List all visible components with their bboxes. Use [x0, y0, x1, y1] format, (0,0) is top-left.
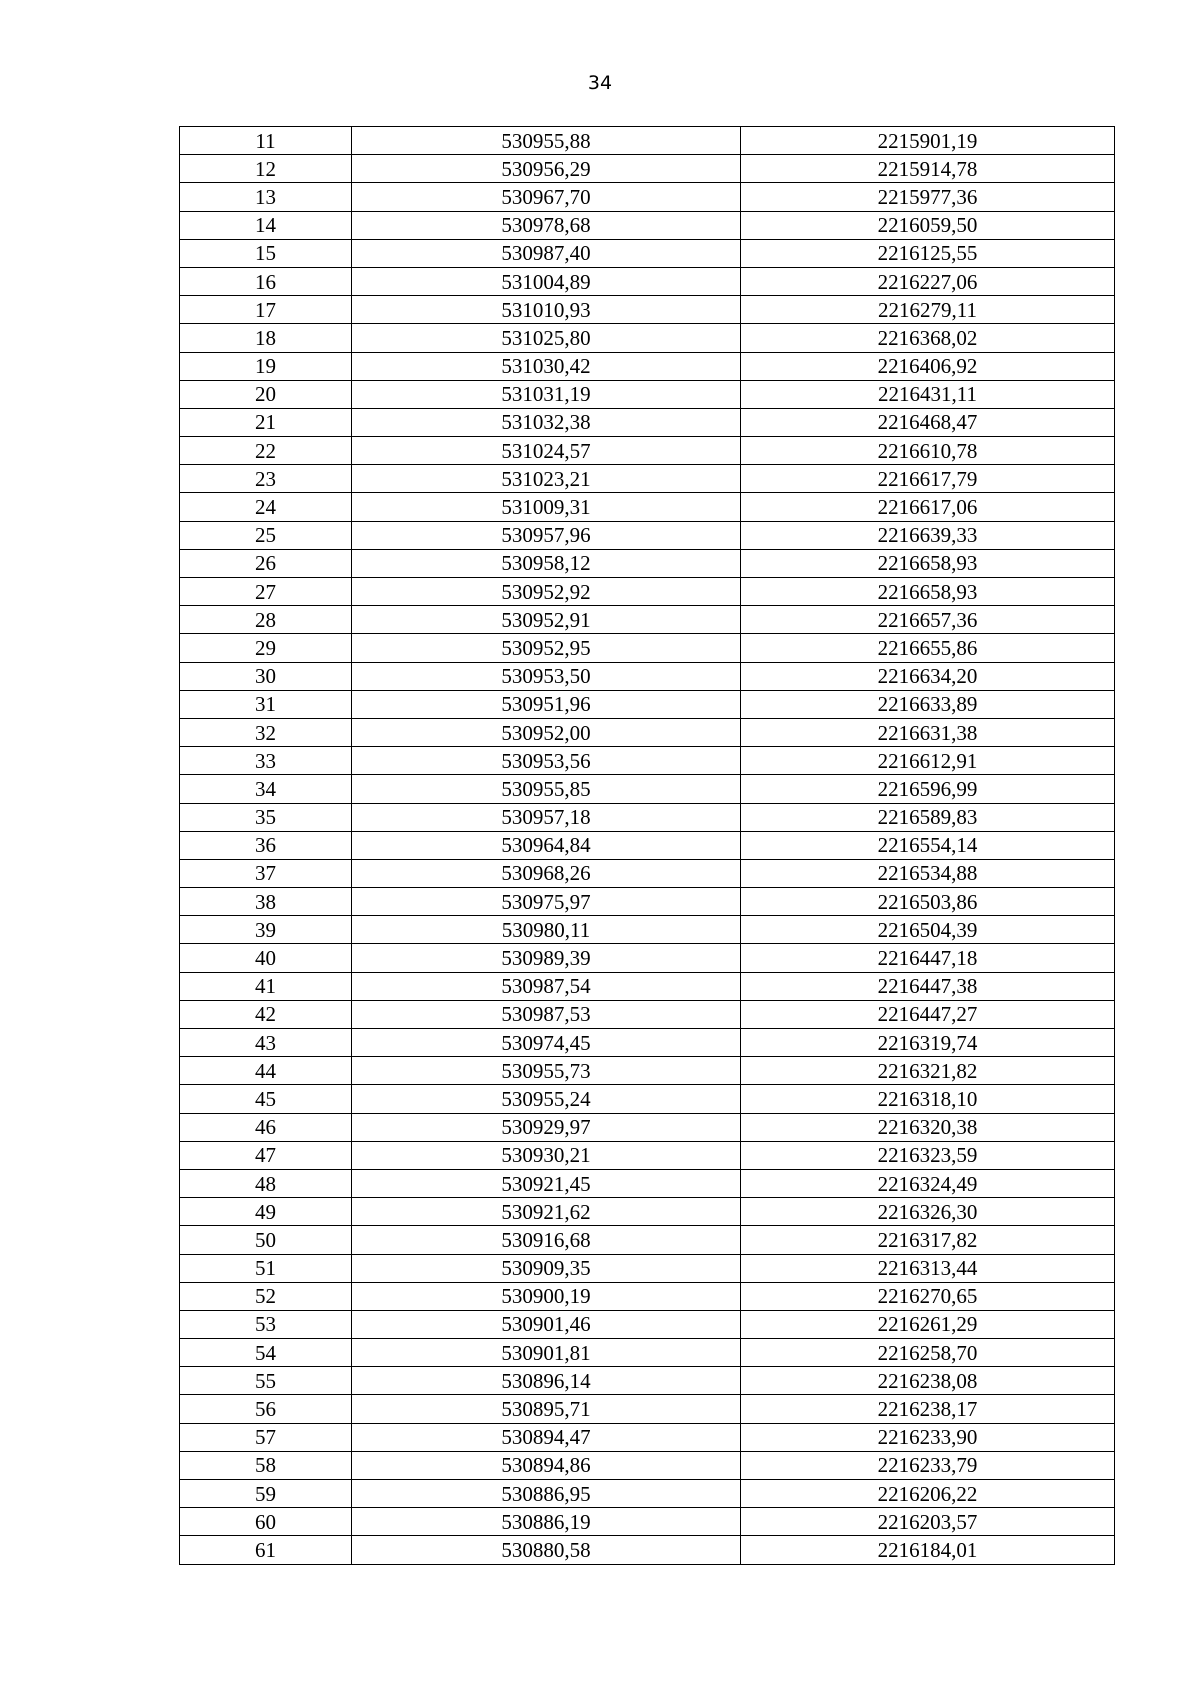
point-number-cell: 35 — [180, 803, 352, 831]
point-number-cell: 25 — [180, 521, 352, 549]
point-number-cell: 40 — [180, 944, 352, 972]
y-coordinate-cell: 2216406,92 — [741, 352, 1115, 380]
point-number-cell: 60 — [180, 1508, 352, 1536]
y-coordinate-cell: 2216184,01 — [741, 1536, 1115, 1564]
point-number-cell: 37 — [180, 859, 352, 887]
table-row — [180, 465, 1115, 493]
x-coordinate-cell: 531023,21 — [352, 465, 741, 493]
point-number-cell: 36 — [180, 831, 352, 859]
table-row — [180, 1254, 1115, 1282]
point-number-cell: 46 — [180, 1113, 352, 1141]
point-number-cell: 19 — [180, 352, 352, 380]
table-row — [180, 1113, 1115, 1141]
point-number-cell: 13 — [180, 183, 352, 211]
point-number-cell: 28 — [180, 606, 352, 634]
table-row — [180, 747, 1115, 775]
y-coordinate-cell: 2216125,55 — [741, 239, 1115, 267]
table-row — [180, 1508, 1115, 1536]
point-number-cell: 29 — [180, 634, 352, 662]
point-number-cell: 45 — [180, 1085, 352, 1113]
table-row — [180, 1395, 1115, 1423]
x-coordinate-cell: 530978,68 — [352, 211, 741, 239]
point-number-cell: 32 — [180, 718, 352, 746]
table-row — [180, 1480, 1115, 1508]
y-coordinate-cell: 2216261,29 — [741, 1310, 1115, 1338]
y-coordinate-cell: 2216534,88 — [741, 859, 1115, 887]
table-row — [180, 1085, 1115, 1113]
table-row — [180, 1310, 1115, 1338]
x-coordinate-cell: 530953,56 — [352, 747, 741, 775]
y-coordinate-cell: 2216233,90 — [741, 1423, 1115, 1451]
point-number-cell: 22 — [180, 437, 352, 465]
table-row — [180, 803, 1115, 831]
y-coordinate-cell: 2216468,47 — [741, 408, 1115, 436]
table-row — [180, 267, 1115, 295]
table-row — [180, 944, 1115, 972]
table-row — [180, 916, 1115, 944]
y-coordinate-cell: 2216657,36 — [741, 606, 1115, 634]
x-coordinate-cell: 530957,18 — [352, 803, 741, 831]
y-coordinate-cell: 2216320,38 — [741, 1113, 1115, 1141]
table-row — [180, 1169, 1115, 1197]
y-coordinate-cell: 2216258,70 — [741, 1339, 1115, 1367]
point-number-cell: 56 — [180, 1395, 352, 1423]
y-coordinate-cell: 2216655,86 — [741, 634, 1115, 662]
table-row — [180, 352, 1115, 380]
point-number-cell: 12 — [180, 155, 352, 183]
y-coordinate-cell: 2215914,78 — [741, 155, 1115, 183]
point-number-cell: 44 — [180, 1057, 352, 1085]
table-row — [180, 408, 1115, 436]
y-coordinate-cell: 2216203,57 — [741, 1508, 1115, 1536]
table-row — [180, 239, 1115, 267]
x-coordinate-cell: 530975,97 — [352, 888, 741, 916]
y-coordinate-cell: 2216639,33 — [741, 521, 1115, 549]
x-coordinate-cell: 530880,58 — [352, 1536, 741, 1564]
point-number-cell: 14 — [180, 211, 352, 239]
y-coordinate-cell: 2216233,79 — [741, 1451, 1115, 1479]
table-row — [180, 690, 1115, 718]
x-coordinate-cell: 530953,50 — [352, 662, 741, 690]
point-number-cell: 41 — [180, 972, 352, 1000]
y-coordinate-cell: 2216658,93 — [741, 549, 1115, 577]
table-row — [180, 972, 1115, 1000]
x-coordinate-cell: 530987,54 — [352, 972, 741, 1000]
x-coordinate-cell: 530968,26 — [352, 859, 741, 887]
y-coordinate-cell: 2216447,38 — [741, 972, 1115, 1000]
x-coordinate-cell: 530894,86 — [352, 1451, 741, 1479]
point-number-cell: 58 — [180, 1451, 352, 1479]
point-number-cell: 61 — [180, 1536, 352, 1564]
table-row — [180, 1367, 1115, 1395]
y-coordinate-cell: 2216318,10 — [741, 1085, 1115, 1113]
table-row — [180, 1226, 1115, 1254]
point-number-cell: 38 — [180, 888, 352, 916]
y-coordinate-cell: 2216321,82 — [741, 1057, 1115, 1085]
y-coordinate-cell: 2216270,65 — [741, 1282, 1115, 1310]
point-number-cell: 27 — [180, 578, 352, 606]
x-coordinate-cell: 530901,81 — [352, 1339, 741, 1367]
point-number-cell: 18 — [180, 324, 352, 352]
x-coordinate-cell: 530956,29 — [352, 155, 741, 183]
y-coordinate-cell: 2216503,86 — [741, 888, 1115, 916]
table-row — [180, 1536, 1115, 1564]
y-coordinate-cell: 2216504,39 — [741, 916, 1115, 944]
x-coordinate-cell: 530952,95 — [352, 634, 741, 662]
table-row — [180, 1282, 1115, 1310]
x-coordinate-cell: 531009,31 — [352, 493, 741, 521]
y-coordinate-cell: 2216368,02 — [741, 324, 1115, 352]
y-coordinate-cell: 2216279,11 — [741, 296, 1115, 324]
point-number-cell: 43 — [180, 1029, 352, 1057]
x-coordinate-cell: 530894,47 — [352, 1423, 741, 1451]
point-number-cell: 21 — [180, 408, 352, 436]
table-row — [180, 324, 1115, 352]
x-coordinate-cell: 531030,42 — [352, 352, 741, 380]
y-coordinate-cell: 2215977,36 — [741, 183, 1115, 211]
x-coordinate-cell: 530951,96 — [352, 690, 741, 718]
x-coordinate-cell: 530886,19 — [352, 1508, 741, 1536]
point-number-cell: 57 — [180, 1423, 352, 1451]
point-number-cell: 16 — [180, 267, 352, 295]
point-number-cell: 31 — [180, 690, 352, 718]
point-number-cell: 42 — [180, 1000, 352, 1028]
point-number-cell: 34 — [180, 775, 352, 803]
table-row — [180, 1423, 1115, 1451]
point-number-cell: 24 — [180, 493, 352, 521]
y-coordinate-cell: 2216326,30 — [741, 1198, 1115, 1226]
table-row — [180, 888, 1115, 916]
x-coordinate-cell: 530974,45 — [352, 1029, 741, 1057]
y-coordinate-cell: 2216634,20 — [741, 662, 1115, 690]
y-coordinate-cell: 2216631,38 — [741, 718, 1115, 746]
table-row — [180, 549, 1115, 577]
x-coordinate-cell: 531004,89 — [352, 267, 741, 295]
y-coordinate-cell: 2216633,89 — [741, 690, 1115, 718]
point-number-cell: 39 — [180, 916, 352, 944]
table-row — [180, 521, 1115, 549]
x-coordinate-cell: 530967,70 — [352, 183, 741, 211]
point-number-cell: 23 — [180, 465, 352, 493]
x-coordinate-cell: 530952,92 — [352, 578, 741, 606]
coordinates-table-body — [180, 127, 1115, 1565]
x-coordinate-cell: 530980,11 — [352, 916, 741, 944]
x-coordinate-cell: 530916,68 — [352, 1226, 741, 1254]
point-number-cell: 20 — [180, 380, 352, 408]
point-number-cell: 49 — [180, 1198, 352, 1226]
x-coordinate-cell: 531010,93 — [352, 296, 741, 324]
table-row — [180, 493, 1115, 521]
x-coordinate-cell: 530955,24 — [352, 1085, 741, 1113]
point-number-cell: 30 — [180, 662, 352, 690]
table-row — [180, 1198, 1115, 1226]
table-row — [180, 775, 1115, 803]
page-number: 34 — [587, 72, 613, 94]
point-number-cell: 59 — [180, 1480, 352, 1508]
table-row — [180, 1000, 1115, 1028]
x-coordinate-cell: 530989,39 — [352, 944, 741, 972]
coordinates-table — [179, 126, 1115, 1565]
point-number-cell: 33 — [180, 747, 352, 775]
y-coordinate-cell: 2216431,11 — [741, 380, 1115, 408]
point-number-cell: 52 — [180, 1282, 352, 1310]
table-row — [180, 634, 1115, 662]
y-coordinate-cell: 2216319,74 — [741, 1029, 1115, 1057]
x-coordinate-cell: 531031,19 — [352, 380, 741, 408]
table-row — [180, 662, 1115, 690]
x-coordinate-cell: 530896,14 — [352, 1367, 741, 1395]
y-coordinate-cell: 2216612,91 — [741, 747, 1115, 775]
y-coordinate-cell: 2216617,06 — [741, 493, 1115, 521]
y-coordinate-cell: 2216617,79 — [741, 465, 1115, 493]
point-number-cell: 48 — [180, 1169, 352, 1197]
point-number-cell: 53 — [180, 1310, 352, 1338]
x-coordinate-cell: 530901,46 — [352, 1310, 741, 1338]
table-row — [180, 859, 1115, 887]
table-row — [180, 1057, 1115, 1085]
point-number-cell: 50 — [180, 1226, 352, 1254]
x-coordinate-cell: 530952,91 — [352, 606, 741, 634]
x-coordinate-cell: 531024,57 — [352, 437, 741, 465]
y-coordinate-cell: 2216227,06 — [741, 267, 1115, 295]
x-coordinate-cell: 530921,45 — [352, 1169, 741, 1197]
table-row — [180, 380, 1115, 408]
y-coordinate-cell: 2216610,78 — [741, 437, 1115, 465]
table-row — [180, 1339, 1115, 1367]
table-row — [180, 1029, 1115, 1057]
point-number-cell: 17 — [180, 296, 352, 324]
x-coordinate-cell: 530921,62 — [352, 1198, 741, 1226]
x-coordinate-cell: 530987,53 — [352, 1000, 741, 1028]
x-coordinate-cell: 530958,12 — [352, 549, 741, 577]
x-coordinate-cell: 531032,38 — [352, 408, 741, 436]
x-coordinate-cell: 530955,73 — [352, 1057, 741, 1085]
table-row — [180, 127, 1115, 155]
x-coordinate-cell: 530955,85 — [352, 775, 741, 803]
x-coordinate-cell: 530957,96 — [352, 521, 741, 549]
table-row — [180, 578, 1115, 606]
y-coordinate-cell: 2216447,18 — [741, 944, 1115, 972]
table-row — [180, 831, 1115, 859]
point-number-cell: 47 — [180, 1141, 352, 1169]
table-row — [180, 606, 1115, 634]
x-coordinate-cell: 531025,80 — [352, 324, 741, 352]
x-coordinate-cell: 530929,97 — [352, 1113, 741, 1141]
x-coordinate-cell: 530930,21 — [352, 1141, 741, 1169]
point-number-cell: 26 — [180, 549, 352, 577]
x-coordinate-cell: 530955,88 — [352, 127, 741, 155]
table-row — [180, 155, 1115, 183]
x-coordinate-cell: 530900,19 — [352, 1282, 741, 1310]
point-number-cell: 15 — [180, 239, 352, 267]
y-coordinate-cell: 2216658,93 — [741, 578, 1115, 606]
y-coordinate-cell: 2216317,82 — [741, 1226, 1115, 1254]
table-row — [180, 1141, 1115, 1169]
y-coordinate-cell: 2216554,14 — [741, 831, 1115, 859]
y-coordinate-cell: 2216238,17 — [741, 1395, 1115, 1423]
table-row — [180, 718, 1115, 746]
x-coordinate-cell: 530964,84 — [352, 831, 741, 859]
point-number-cell: 55 — [180, 1367, 352, 1395]
x-coordinate-cell: 530987,40 — [352, 239, 741, 267]
y-coordinate-cell: 2216324,49 — [741, 1169, 1115, 1197]
y-coordinate-cell: 2216323,59 — [741, 1141, 1115, 1169]
y-coordinate-cell: 2216447,27 — [741, 1000, 1115, 1028]
x-coordinate-cell: 530909,35 — [352, 1254, 741, 1282]
point-number-cell: 51 — [180, 1254, 352, 1282]
table-row — [180, 296, 1115, 324]
y-coordinate-cell: 2216313,44 — [741, 1254, 1115, 1282]
y-coordinate-cell: 2216589,83 — [741, 803, 1115, 831]
y-coordinate-cell: 2216059,50 — [741, 211, 1115, 239]
point-number-cell: 54 — [180, 1339, 352, 1367]
table-row — [180, 1451, 1115, 1479]
x-coordinate-cell: 530886,95 — [352, 1480, 741, 1508]
y-coordinate-cell: 2216206,22 — [741, 1480, 1115, 1508]
table-row — [180, 437, 1115, 465]
table-row — [180, 211, 1115, 239]
y-coordinate-cell: 2216238,08 — [741, 1367, 1115, 1395]
table-row — [180, 183, 1115, 211]
y-coordinate-cell: 2216596,99 — [741, 775, 1115, 803]
point-number-cell: 11 — [180, 127, 352, 155]
y-coordinate-cell: 2215901,19 — [741, 127, 1115, 155]
x-coordinate-cell: 530895,71 — [352, 1395, 741, 1423]
x-coordinate-cell: 530952,00 — [352, 718, 741, 746]
